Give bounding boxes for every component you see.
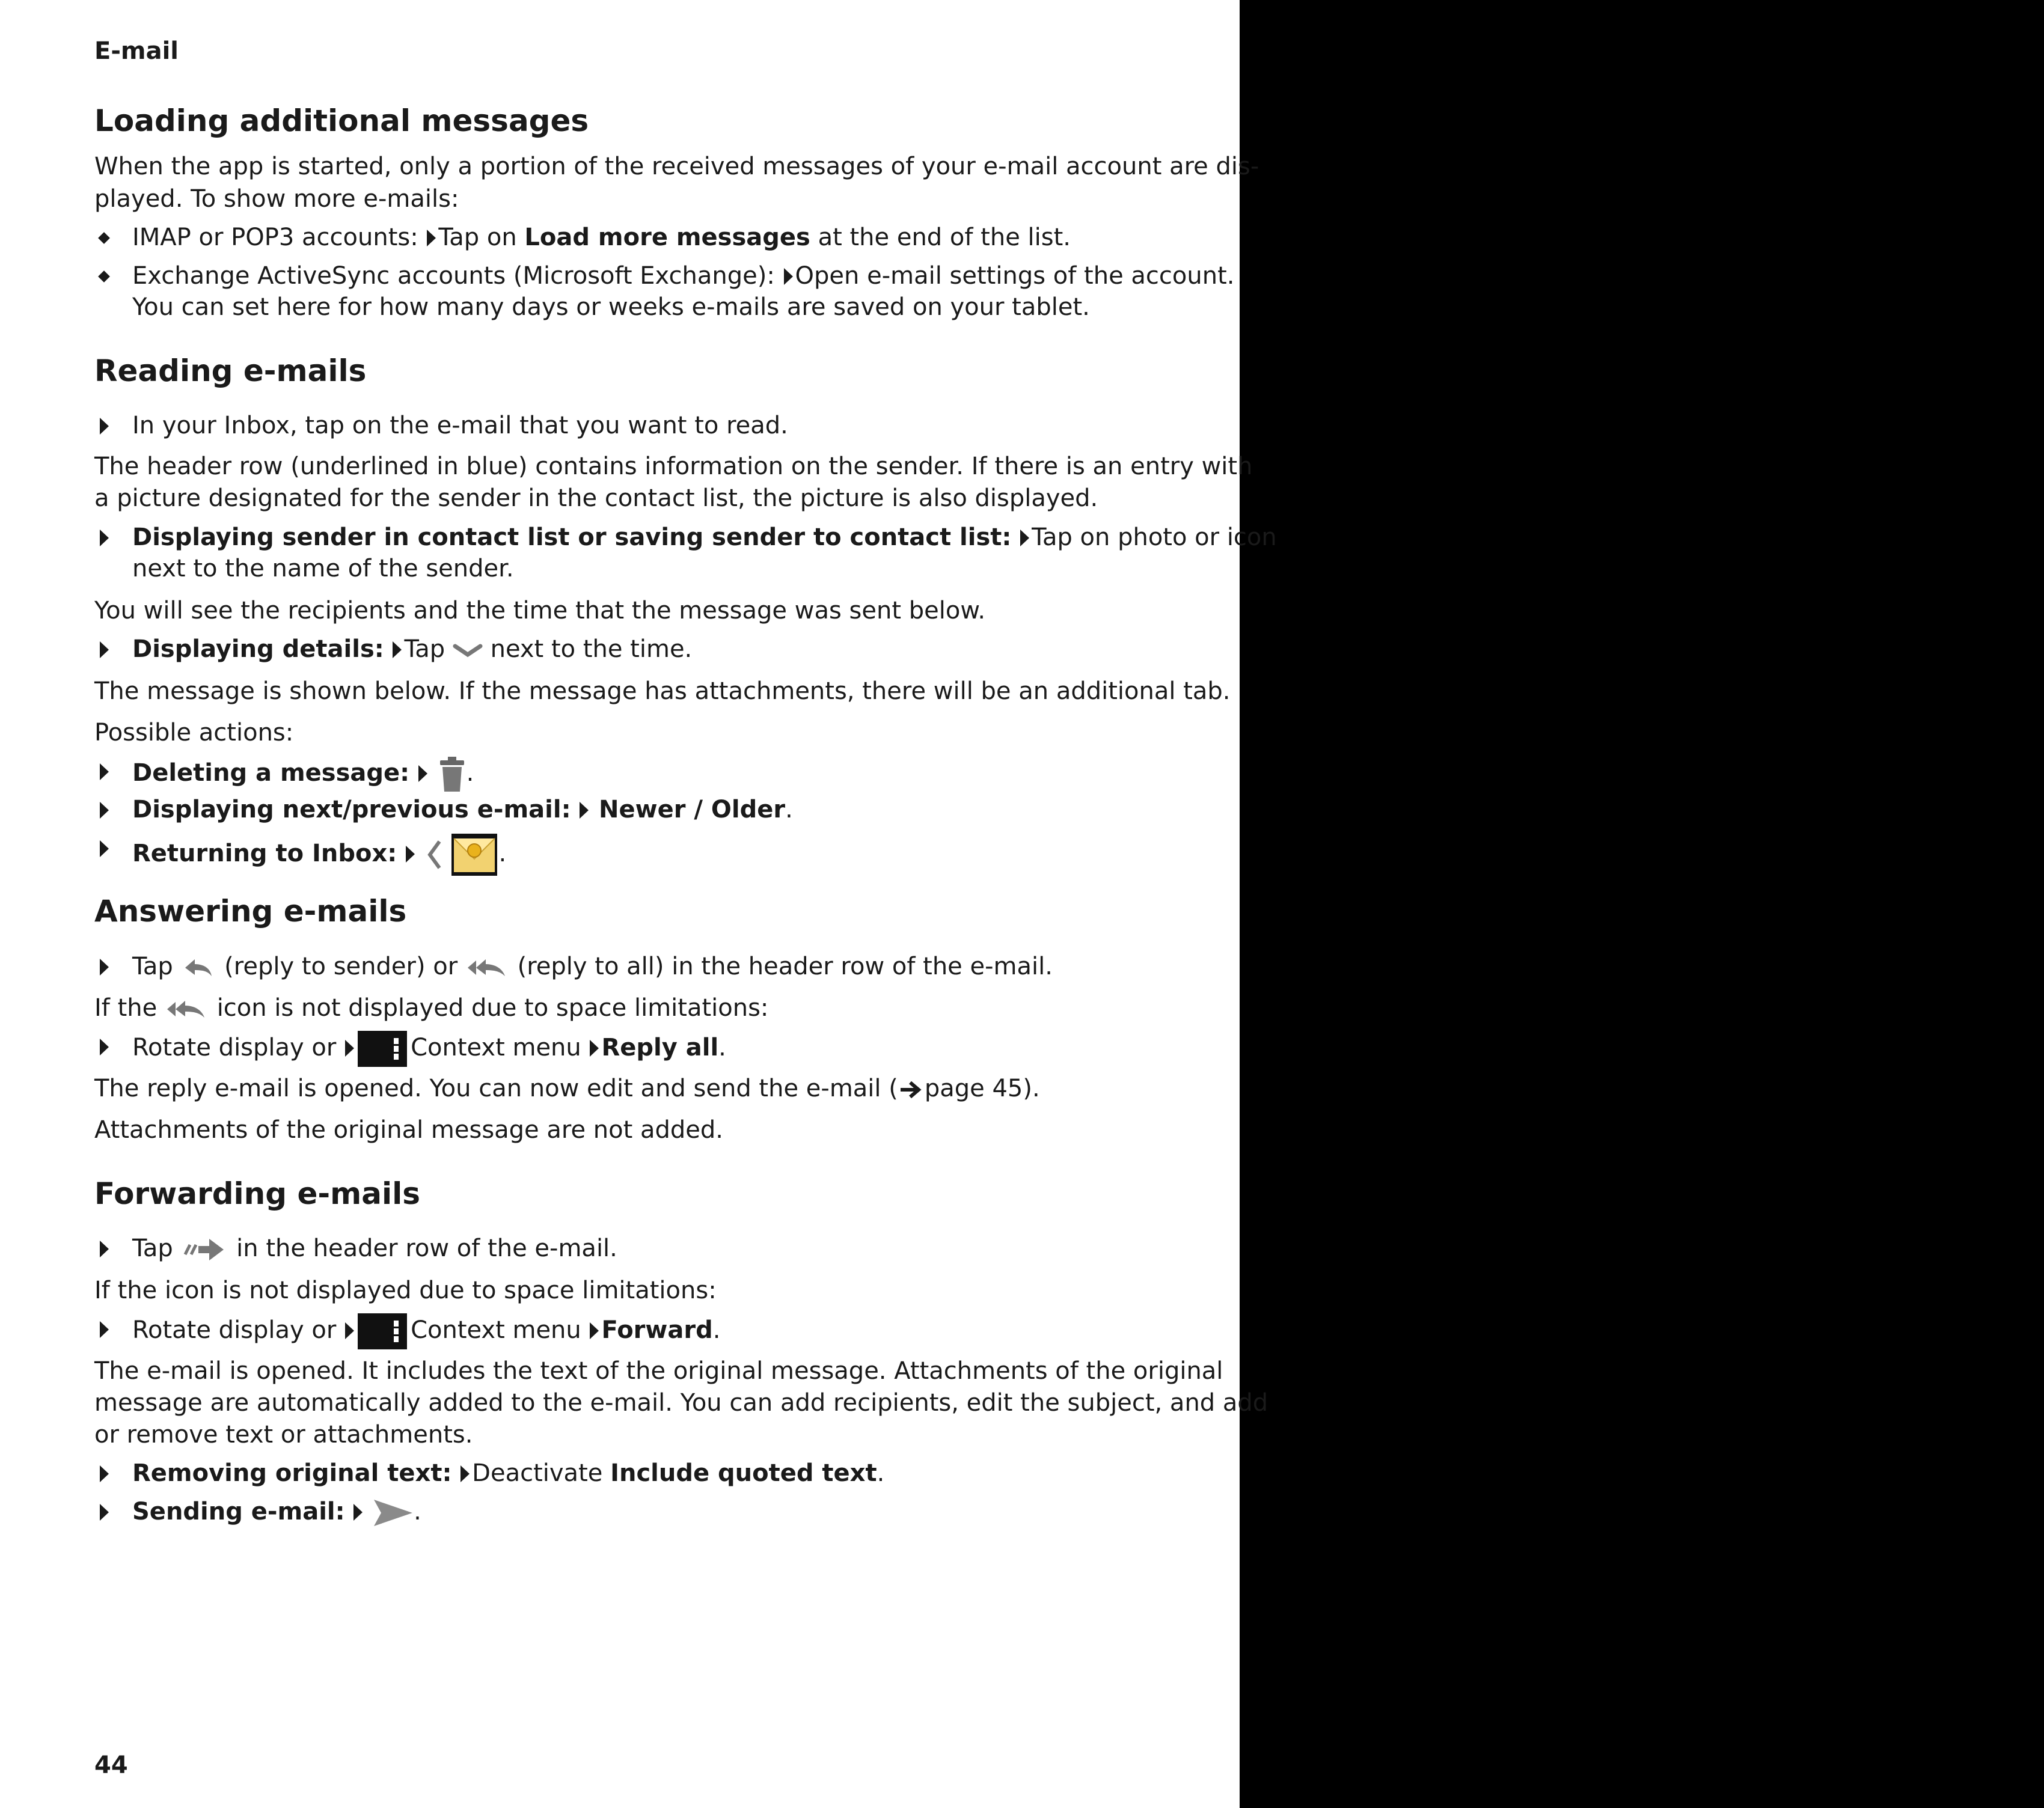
section-title-reading: Reading e-mails — [94, 353, 367, 388]
paragraph: Possible actions: — [94, 719, 294, 747]
step-arrow-icon — [353, 1504, 363, 1521]
page-number: 44 — [94, 1752, 128, 1779]
inbox-envelope-icon — [450, 832, 498, 877]
step-arrow-icon — [406, 846, 415, 863]
paragraph: The message is shown below. If the message has attachments, there will be an additional tab. — [94, 677, 1231, 705]
step-open-email: In your Inbox, tap on the e-mail that you want to read. — [94, 410, 788, 441]
paragraph: If the icon is not displayed due to space limitations: — [94, 994, 769, 1022]
step-arrow-icon — [418, 765, 427, 782]
action-remove-original: Removing original text: Deactivate Include quoted text. — [94, 1458, 884, 1489]
step-arrow-icon — [461, 1465, 470, 1482]
paragraph: The header row (underlined in blue) contains information on the sender. If there is an entry with — [94, 453, 1253, 480]
step-arrow-icon — [427, 230, 436, 246]
step-arrow-icon — [100, 418, 109, 435]
step-arrow-icon — [100, 1241, 109, 1257]
send-icon — [373, 1497, 414, 1529]
paragraph: You will see the recipients and the time that the message was sent below. — [94, 597, 986, 625]
paragraph: or remove text or attachments. — [94, 1421, 473, 1449]
context-menu-icon — [358, 1031, 407, 1067]
chevron-down-icon — [453, 641, 483, 659]
step-contact-list: Displaying sender in contact list or saving sender to contact list: Tap on photo or icon — [94, 522, 1277, 553]
step-arrow-icon — [100, 1465, 109, 1482]
trash-icon — [438, 756, 467, 793]
step-arrow-icon — [100, 530, 109, 546]
action-delete: Deleting a message: . — [94, 756, 474, 793]
paragraph: The reply e-mail is opened. You can now edit and send the e-mail ( page 45). — [94, 1075, 1040, 1102]
action-return-inbox: Returning to Inbox: . — [94, 832, 506, 877]
step-arrow-icon — [590, 1040, 599, 1057]
step-arrow-icon — [100, 840, 109, 857]
paragraph: a picture designated for the sender in the contact list, the picture is also displayed. — [94, 484, 1098, 512]
step-arrow-icon — [100, 1039, 109, 1055]
step-arrow-icon — [784, 268, 793, 285]
diamond-bullet-icon — [98, 232, 110, 244]
step-arrow-icon — [100, 641, 109, 658]
paragraph: played. To show more e-mails: — [94, 185, 459, 213]
paragraph: message are automatically added to the e-mail. You can add recipients, edit the subject, and add — [94, 1389, 1268, 1417]
section-title-forwarding: Forwarding e-mails — [94, 1176, 420, 1211]
paragraph: When the app is started, only a portion of the received messages of your e-mail account are dis- — [94, 153, 1259, 180]
bullet-imap: IMAP or POP3 accounts: Tap on Load more messages at the end of the list. — [94, 222, 1071, 253]
running-header: E-mail — [94, 37, 179, 65]
paragraph: The e-mail is opened. It includes the text of the original message. Attachments of the original — [94, 1357, 1223, 1385]
step-arrow-icon — [100, 763, 109, 780]
bullet-exchange-continued: You can set here for how many days or weeks e-mails are saved on your tablet. — [132, 293, 1090, 321]
step-arrow-icon — [100, 959, 109, 976]
step-forward: Tap in the header row of the e-mail. — [94, 1233, 617, 1264]
paragraph: Attachments of the original message are not added. — [94, 1116, 724, 1144]
step-contact-list-continued: next to the name of the sender. — [132, 555, 514, 582]
step-arrow-icon — [590, 1322, 599, 1339]
step-arrow-icon — [100, 1504, 109, 1521]
paragraph: If the icon is not displayed due to space limitations: — [94, 1277, 717, 1304]
step-arrow-icon — [393, 641, 402, 658]
reply-all-icon — [165, 997, 209, 1021]
step-arrow-icon — [580, 802, 589, 819]
back-chevron-icon — [425, 838, 443, 872]
section-title-loading: Loading additional messages — [94, 103, 589, 138]
step-reply: Tap (reply to sender) or (reply to all) in the header row of the e-mail. — [94, 951, 1053, 982]
context-menu-icon — [358, 1313, 407, 1349]
step-forward-menu: Rotate display or Context menu Forward. — [94, 1313, 720, 1349]
step-arrow-icon — [100, 1321, 109, 1338]
diamond-bullet-icon — [98, 270, 110, 282]
reply-all-icon — [465, 956, 510, 980]
forward-icon — [180, 1235, 228, 1264]
reply-icon — [180, 956, 216, 980]
step-arrow-icon — [1020, 530, 1029, 546]
page-reference-arrow-icon — [898, 1079, 925, 1101]
step-reply-all-menu: Rotate display or Context menu Reply all. — [94, 1031, 726, 1067]
step-arrow-icon — [345, 1322, 354, 1339]
section-title-answering: Answering e-mails — [94, 894, 407, 929]
step-arrow-icon — [345, 1040, 354, 1057]
step-details: Displaying details: Tap next to the time. — [94, 634, 692, 665]
step-arrow-icon — [100, 802, 109, 819]
action-send: Sending e-mail: . — [94, 1496, 421, 1529]
action-next-previous: Displaying next/previous e-mail: Newer / Older. — [94, 794, 793, 825]
black-side-panel — [1240, 0, 2044, 1808]
bullet-exchange: Exchange ActiveSync accounts (Microsoft Exchange): Open e-mail settings of the account. — [94, 260, 1234, 292]
